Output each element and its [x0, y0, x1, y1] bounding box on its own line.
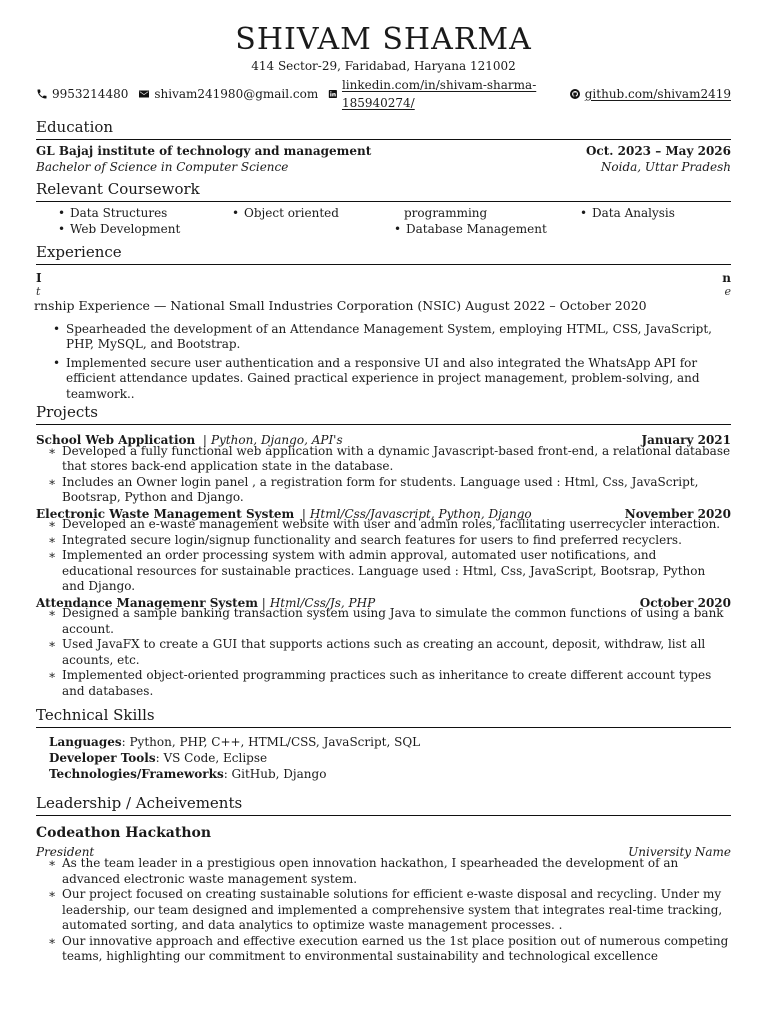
projects-list: [36, 433, 731, 699]
skills-tools: : VS Code, Eclipse: [155, 751, 268, 765]
skills-frameworks-label: Technologies/Frameworks: [49, 767, 224, 781]
experience-bullets: [36, 322, 731, 403]
project-tools: Python, Django, API's: [210, 433, 343, 447]
list-item: ∗ Includes an Owner login panel , a registration form for students. Language used : Html, Css, JavaScript, Bootsrap, Python and Django.: [36, 475, 731, 506]
project-tools: Html/Css/Js, PHP: [269, 595, 376, 610]
list-item: • Spearheaded the development of an Attendance Management System, employing HTML, CSS, JavaScript, PHP, MySQL, and Bootstrap.: [36, 322, 731, 353]
list-item: ∗ Implemented an order processing system with admin approval, automated user notifications, and educational resources for sustainable practices. Language used : Html, Css, JavaScript, Bootsrap, Python and Django.: [36, 548, 731, 595]
course-item: • Object oriented: [228, 206, 402, 222]
project-name: Attendance Managemenr System: [36, 595, 258, 610]
leadership-entry: [36, 826, 731, 965]
projects-heading: Projects: [36, 403, 731, 425]
education-entry: [36, 144, 731, 175]
list-item: ∗ Developed an e-waste management website with user and admin roles, facilitating userrecycler interaction.: [36, 517, 731, 533]
coursework-heading: Relevant Coursework: [36, 180, 731, 202]
education-location: Noida, Uttar Pradesh: [600, 159, 731, 174]
leadership-org: University Name: [628, 844, 731, 859]
project-name: School Web Application: [36, 433, 196, 447]
experience-title-line: rnship Experience — National Small Industries Corporation (NSIC) August 2022 – October 2020: [34, 297, 647, 313]
leadership-event: Codeathon Hackathon: [36, 825, 212, 841]
education-dates: Oct. 2023 – May 2026: [585, 144, 731, 158]
leadership-role: President: [36, 844, 95, 859]
list-item: ∗ Our innovative approach and effective execution earned us the 1st place position out of numerous competing teams, highlighting our commitment to environmental sustainability and technological excellence: [36, 934, 731, 965]
skills-frameworks: : GitHub, Django: [223, 767, 327, 781]
experience-head-right: n: [722, 271, 731, 285]
list-item: ∗ Our project focused on creating sustainable solutions for efficient e-waste disposal and recycling. Under my leadership, our team designed and implemented a comprehensive system that integrates real-time tracking, automated sorting, and data analytics to optimize waste management processes. .: [36, 887, 731, 934]
github-contact[interactable]: [569, 76, 731, 112]
project-entry: [36, 507, 731, 595]
github-link[interactable]: github.com/shivam2419: [584, 87, 731, 101]
course-item-continuation: programming: [404, 206, 488, 220]
list-item: ∗ Developed a fully functional web application with a dynamic Javascript-based front-end, a relational database that stores back-end application state in the database.: [36, 444, 731, 475]
linkedin-link[interactable]: linkedin.com/in/shivam-sharma-185940274/: [341, 78, 537, 110]
resume-page: [36, 18, 731, 965]
github-icon: [569, 88, 581, 100]
project-name: Electronic Waste Management System: [36, 506, 295, 521]
list-item: • Implemented secure user authentication and a responsive UI and also integrated the WhatsApp API for efficient attendance updates. Gained practical experience in project management, problem-solving, and teamwork..: [36, 356, 731, 403]
skills-list: [49, 734, 731, 782]
project-separator: |: [261, 595, 266, 610]
envelope-icon: [138, 88, 150, 100]
project-date: November 2020: [624, 506, 731, 521]
contact-row: [36, 76, 731, 112]
candidate-name: SHIVAM SHARMA: [235, 22, 532, 57]
project-date: October 2020: [639, 595, 731, 610]
list-item: ∗ Integrated secure login/signup functionality and search features for users to find preferred recyclers.: [36, 533, 731, 549]
skills-languages: : Python, PHP, C++, HTML/CSS, JavaScript, SQL: [121, 735, 421, 749]
list-item: ∗ Implemented object-oriented programming practices such as inheritance to create different account types and databases.: [36, 668, 731, 699]
address: 414 Sector-29, Faridabad, Haryana 121002: [251, 59, 516, 73]
linkedin-contact[interactable]: [328, 76, 559, 112]
experience-entry: [36, 271, 731, 402]
course-item: • Web Development: [54, 222, 228, 238]
email-contact[interactable]: [138, 76, 318, 112]
phone-icon: [36, 88, 48, 100]
experience-head-left: I: [36, 271, 42, 285]
leadership-heading: Leadership / Acheivements: [36, 794, 731, 816]
course-item: • Data Structures: [54, 206, 228, 222]
coursework-list: [54, 206, 731, 237]
skills-languages-label: Languages: [49, 735, 122, 749]
email-address: shivam241980@gmail.com: [154, 87, 319, 101]
experience-sub-left: t: [36, 284, 41, 298]
skills-tools-label: Developer Tools: [49, 751, 156, 765]
phone-number: 9953214480: [52, 87, 129, 101]
project-separator: |: [202, 433, 207, 447]
project-date: January 2021: [641, 433, 731, 447]
linkedin-icon: [328, 88, 338, 100]
skills-heading: Technical Skills: [36, 706, 731, 728]
list-item: ∗ As the team leader in a prestigious open innovation hackathon, I spearheaded the development of an advanced electronic waste management system.: [36, 856, 731, 887]
degree: Bachelor of Science in Computer Science: [36, 159, 289, 174]
course-item: • Data Analysis: [576, 206, 750, 222]
project-tools: Html/Css/Javascript, Python, Django: [309, 506, 532, 521]
list-item: ∗ Used JavaFX to create a GUI that supports actions such as creating an account, deposit, withdraw, list all acounts, etc.: [36, 637, 731, 668]
project-separator: |: [301, 506, 306, 521]
course-item: • Database Management: [390, 222, 564, 238]
experience-heading: Experience: [36, 243, 731, 265]
school-name: GL Bajaj institute of technology and management: [36, 144, 372, 158]
phone-contact[interactable]: [36, 76, 128, 112]
project-entry: [36, 433, 731, 506]
project-entry: [36, 596, 731, 700]
education-heading: Education: [36, 118, 731, 140]
list-item: ∗ Designed a sample banking transaction system using Java to simulate the common functions of using a bank account.: [36, 606, 731, 637]
experience-sub-right: e: [724, 284, 731, 298]
